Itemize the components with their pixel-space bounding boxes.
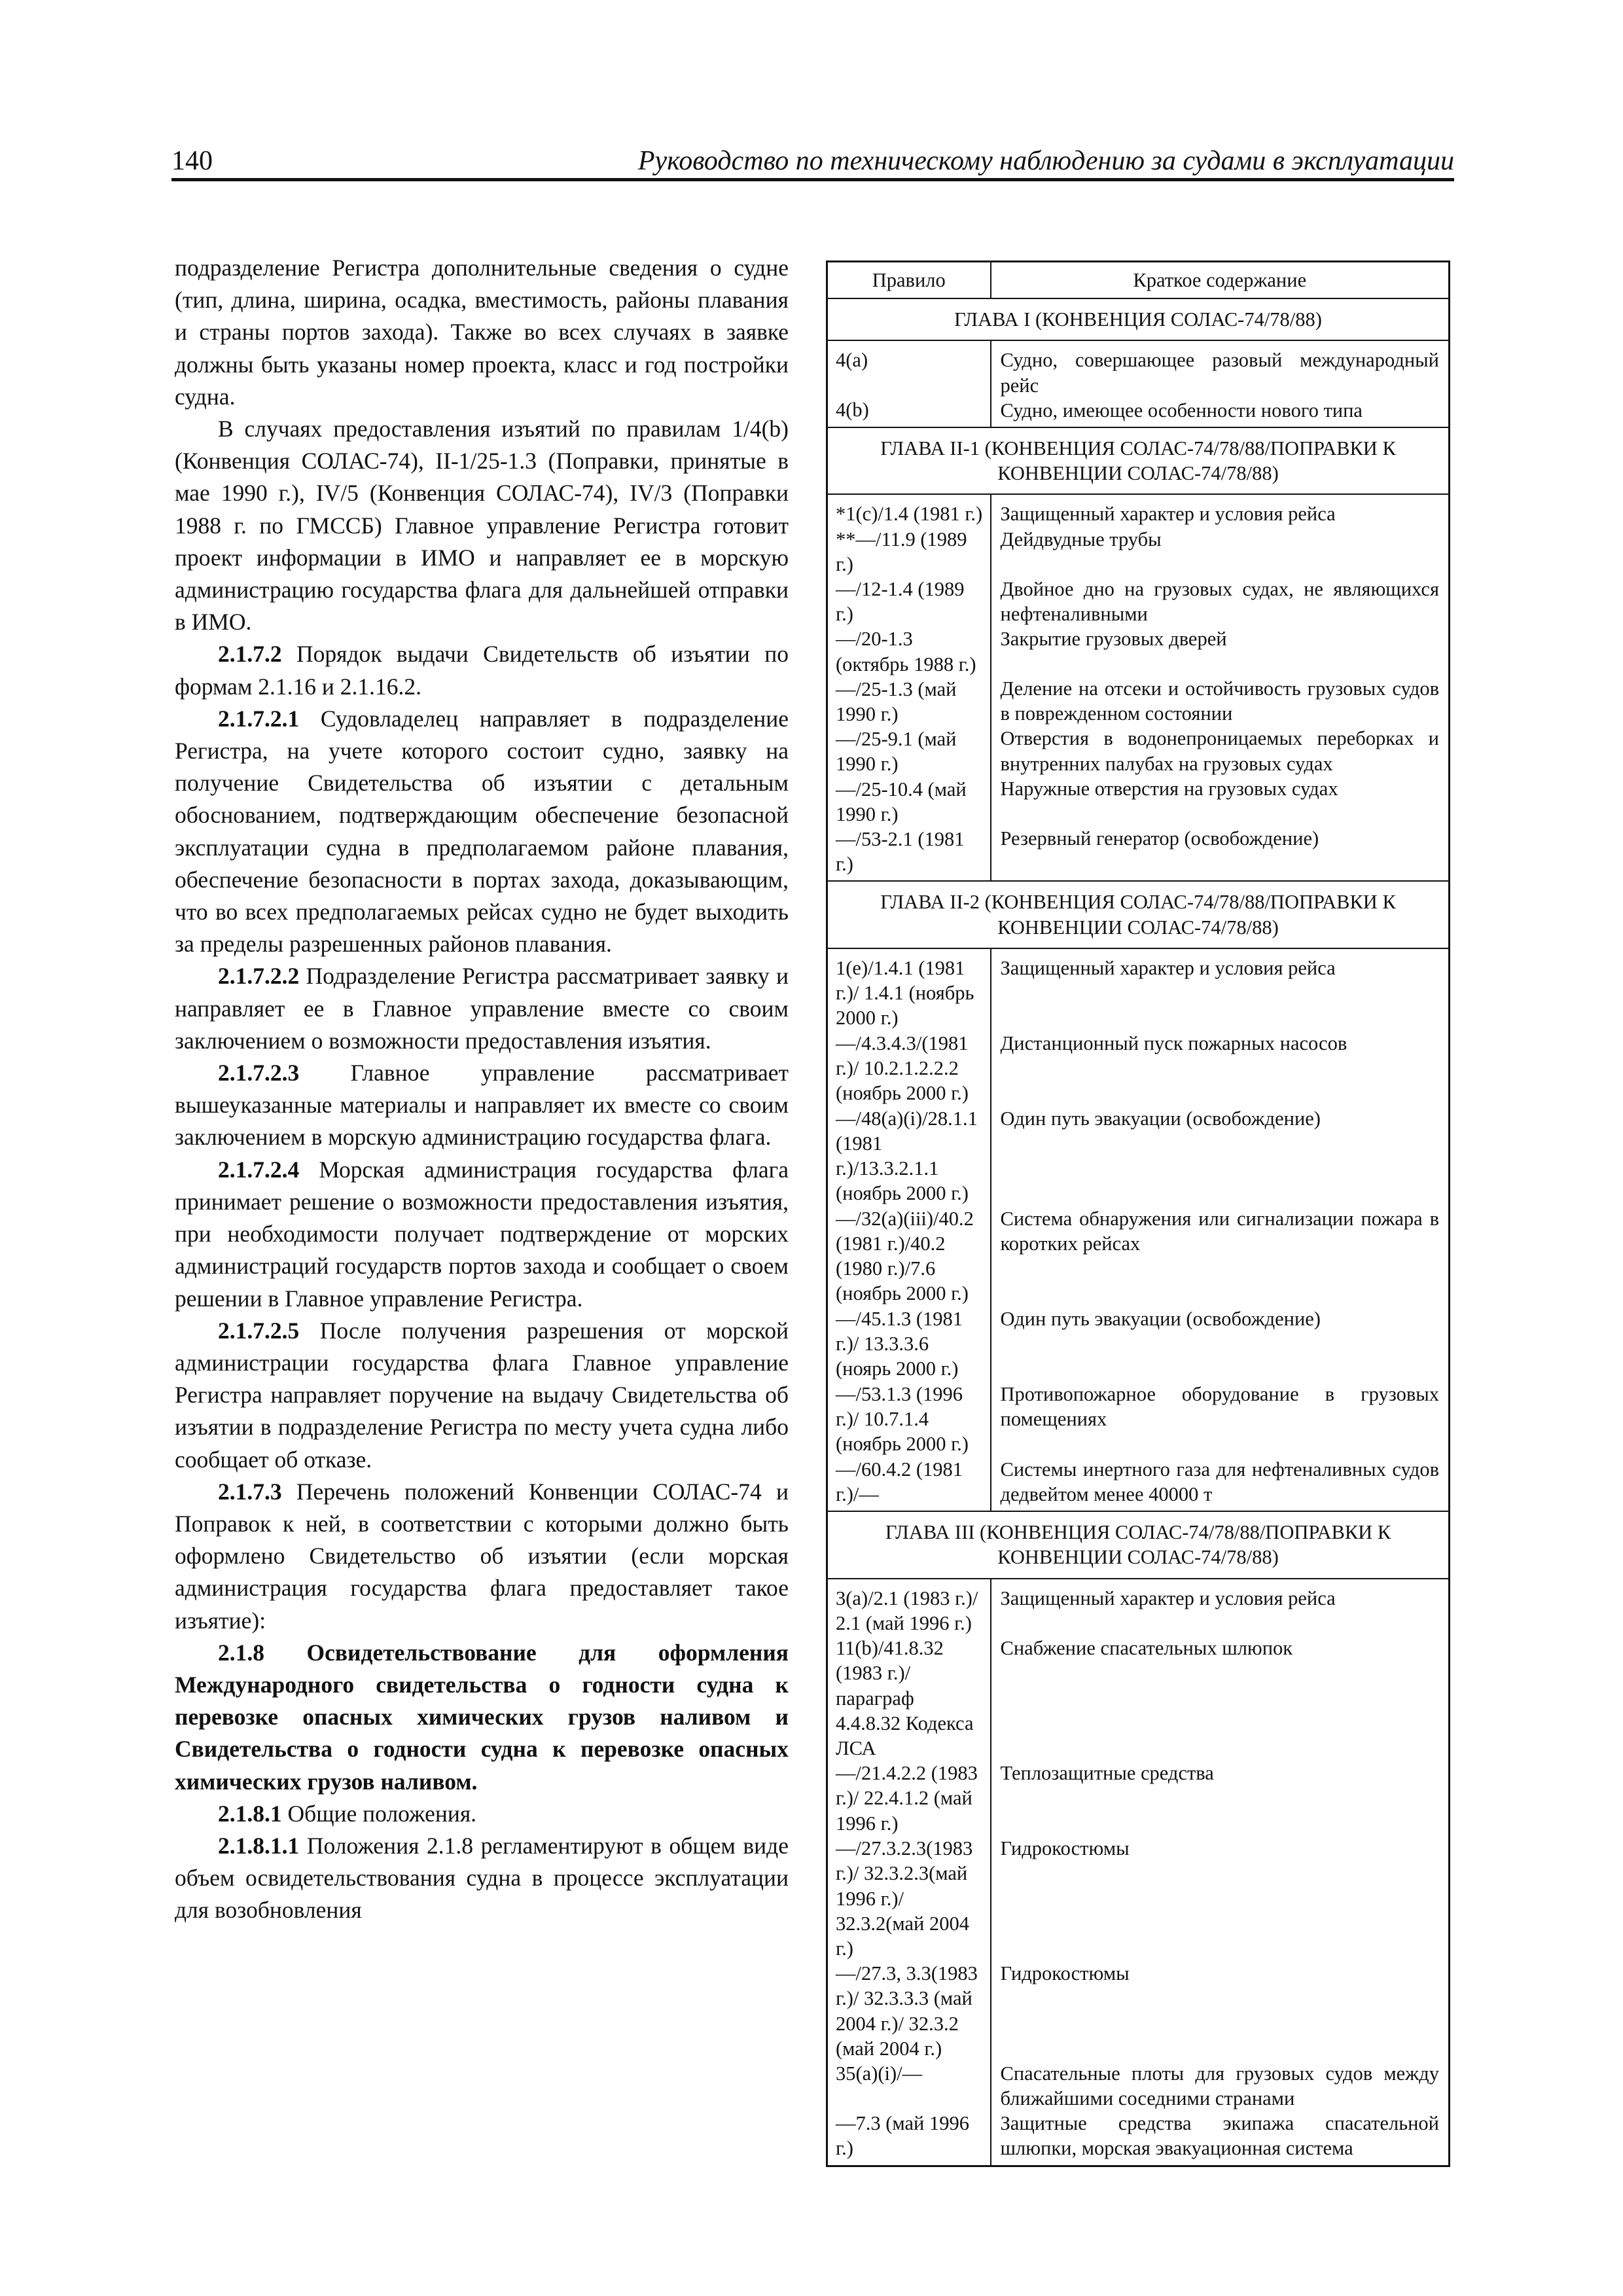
table-row bbox=[827, 1579, 1450, 2166]
chapter-row bbox=[827, 427, 1450, 494]
chapter-title: ГЛАВА II-1 (КОНВЕНЦИЯ СОЛАС-74/78/88/ПОПРАВКИ К КОНВЕНЦИИ СОЛАС-74/78/88) bbox=[827, 427, 1450, 494]
rules-table bbox=[826, 260, 1450, 2167]
chapter-row bbox=[827, 298, 1450, 340]
rule-reference: 4(b) bbox=[836, 399, 869, 422]
rule-reference: —/25-1.3 (май 1990 г.) bbox=[836, 677, 957, 726]
paragraph-text: Положения 2.1.8 регламентируют в общем виде объем освидетельствования судна в процессе эксплуатации для возобновления bbox=[175, 1832, 789, 1924]
section-number: 2.1.7.2.5 bbox=[218, 1317, 300, 1344]
rule-reference: —/25-9.1 (май 1990 г.) bbox=[836, 728, 957, 776]
rule-summary: Система обнаружения или сигнализации пожара в коротких рейсах bbox=[1000, 1207, 1439, 1255]
summary-column bbox=[991, 948, 1450, 1511]
rule-summary: Дистанционный пуск пожарных насосов bbox=[1000, 1031, 1347, 1054]
paragraph bbox=[175, 1830, 789, 1927]
chapter-row bbox=[827, 1511, 1450, 1578]
rule-summary: Наружные отверстия на грузовых судах bbox=[1000, 777, 1338, 800]
rule-summary: Двойное дно на грузовых судах, не являющихся нефтеналивными bbox=[1000, 577, 1439, 625]
section-number: 2.1.7.3 bbox=[218, 1478, 282, 1505]
column-header-rule: Правило bbox=[827, 262, 991, 299]
rule-summary: Теплозащитные средства bbox=[1000, 1761, 1214, 1784]
rule-reference: 11(b)/41.8.32 (1983 г.)/ параграф 4.4.8.32 Кодекса ЛСА bbox=[836, 1637, 974, 1759]
rule-reference: —/25-10.4 (май 1990 г.) bbox=[836, 778, 967, 825]
table-row bbox=[827, 340, 1450, 427]
chapter-row bbox=[827, 881, 1450, 948]
rule-reference: —7.3 (май 1996 г.) bbox=[836, 2112, 969, 2160]
rule-summary: Защищенный характер и условия рейса bbox=[1000, 1587, 1336, 1609]
table-header-row bbox=[827, 262, 1450, 299]
rule-summary: Защитные средства экипажа спасательной шлюпки, морская эвакуационная система bbox=[1000, 2112, 1439, 2160]
rule-reference: —/20-1.3 (октябрь 1988 г.) bbox=[836, 628, 976, 675]
rule-reference: —/27.3, 3.3(1983 г.)/ 32.3.3.3 (май 2004 г.)/ 32.3.2 (май 2004 г.) bbox=[836, 1962, 978, 2060]
section-number: 2.1.8.1.1 bbox=[218, 1832, 300, 1859]
chapter-title: ГЛАВА II-2 (КОНВЕНЦИЯ СОЛАС-74/78/88/ПОПРАВКИ К КОНВЕНЦИИ СОЛАС-74/78/88) bbox=[827, 881, 1450, 948]
rule-summary: Гидрокостюмы bbox=[1000, 1962, 1130, 1984]
rule-summary: Системы инертного газа для нефтеналивных судов дедвейтом менее 40000 т bbox=[1000, 1458, 1439, 1506]
paragraph bbox=[175, 703, 789, 961]
rule-reference: —/27.3.2.3(1983 г.)/ 32.3.2.3(май 1996 г.)/ 32.3.2(май 2004 г.) bbox=[836, 1837, 973, 1960]
paragraph bbox=[175, 638, 789, 702]
rule-summary: Защищенный характер и условия рейса bbox=[1000, 956, 1336, 979]
rule-column bbox=[827, 1579, 991, 2166]
section-number: 2.1.7.2.4 bbox=[218, 1156, 300, 1183]
rule-reference: —/4.3.4.3/(1981 г.)/ 10.2.1.2.2.2 (ноябрь 2000 г.) bbox=[836, 1031, 969, 1105]
rule-summary: Снабжение спасательных шлюпок bbox=[1000, 1636, 1293, 1659]
rule-reference: —/32(a)(iii)/40.2 (1981 г.)/40.2 (1980 г.)/7.6 (ноябрь 2000 г.) bbox=[836, 1207, 974, 1305]
rule-reference: —/53.1.3 (1996 г.)/ 10.7.1.4 (ноябрь 2000 г.) bbox=[836, 1382, 969, 1456]
paragraph-text: Общие положения. bbox=[287, 1800, 477, 1827]
column-header-summary: Краткое содержание bbox=[991, 262, 1450, 299]
paragraph bbox=[175, 1798, 789, 1830]
paragraph: подразделение Регистра дополнительные сведения о судне (тип, длина, ширина, осадка, вместимость, районы плавания и страны портов захода). Также во всех случаях в заявке должны быть указаны номер проекта, класс и год постройки судна. bbox=[175, 255, 789, 410]
paragraph bbox=[175, 960, 789, 1057]
paragraph-text: Порядок выдачи Свидетельств об изъятии по формам 2.1.16 и 2.1.16.2. bbox=[175, 641, 789, 700]
running-title: Руководство по техническому наблюдению за судами в эксплуатации bbox=[637, 146, 1454, 176]
rule-reference: *1(c)/1.4 (1981 г.) bbox=[836, 503, 983, 526]
rule-summary: Судно, совершающее разовый международный рейс bbox=[1000, 349, 1439, 397]
rule-reference: —/12-1.4 (1989 г.) bbox=[836, 578, 965, 626]
rule-reference: —/45.1.3 (1981 г.)/ 13.3.3.6 (ноярь 2000 г.) bbox=[836, 1307, 963, 1380]
rule-reference: —/60.4.2 (1981 г.)/— bbox=[836, 1458, 963, 1506]
page-number: 140 bbox=[171, 146, 213, 176]
paragraph bbox=[175, 1154, 789, 1315]
rule-summary: Судно, имеющее особенности нового типа bbox=[1000, 399, 1363, 422]
paragraph-text: Судовладелец направляет в подразделение Регистра, на учете которого состоит судно, заявку на получение Свидетельства об изъятии с детальным обоснованием, подтверждающим обеспечение безопасной эксплуатации судна в предполагаемом районе плавания, обеспечение безопасности в портах захода, доказывающим, что во всех предполагаемых рейсах судно не будет выходить за пределы разрешенных районов плавания. bbox=[175, 705, 789, 958]
section-number: 2.1.7.2 bbox=[218, 641, 282, 668]
paragraph-text: Подразделение Регистра рассматривает заявку и направляет ее в Главное управление вместе со своим заключением о возможности предоставления изъятия. bbox=[175, 963, 789, 1054]
rule-summary: Защищенный характер и условия рейса bbox=[1000, 503, 1336, 526]
summary-column bbox=[991, 1579, 1450, 2166]
rule-summary: Отверстия в водонепроницаемых переборках и внутренних палубах на грузовых судах bbox=[1000, 727, 1439, 775]
rule-reference: **—/11.9 (1989 г.) bbox=[836, 528, 967, 575]
rule-summary: Дейдвудные трубы bbox=[1000, 528, 1162, 550]
body-text bbox=[175, 252, 789, 1927]
rule-reference: 4(a) bbox=[836, 349, 868, 372]
section-number: 2.1.8.1 bbox=[218, 1800, 282, 1827]
paragraph-text: После получения разрешения от морской администрации государства флага Главное управление Регистра направляет поручение на выдачу Свидетельства об изъятии в подразделение Регистра по месту учета судна либо сообщает об отказе. bbox=[175, 1317, 789, 1473]
section-number: 2.1.7.2.3 bbox=[218, 1060, 300, 1086]
rule-summary: Закрытие грузовых дверей bbox=[1000, 628, 1227, 651]
section-heading: 2.1.8 Освидетельствование для оформления Международного свидетельства о годности судна к перевозке опасных химических грузов наливом и Свидетельства о годности судна к перевозке опасных химических грузов наливом. bbox=[175, 1639, 789, 1795]
rule-column bbox=[827, 340, 991, 427]
section-number: 2.1.7.2.2 bbox=[218, 963, 300, 990]
rule-reference: —/53-2.1 (1981 г.) bbox=[836, 828, 965, 876]
rule-reference: —/21.4.2.2 (1983 г.)/ 22.4.1.2 (май 1996 г.) bbox=[836, 1762, 978, 1835]
rule-reference: 35(a)(i)/— bbox=[836, 2062, 923, 2085]
paragraph bbox=[175, 1315, 789, 1476]
rule-summary: Деление на отсеки и остойчивость грузовых судов в поврежденном состоянии bbox=[1000, 677, 1439, 725]
rule-summary: Один путь эвакуации (освобождение) bbox=[1000, 1107, 1321, 1130]
paragraph-text: Перечень положений Конвенции СОЛАС-74 и Поправок к ней, в соответствии с которыми должно быть оформлено Свидетельство об изъятии (если морская администрация государства флага предоставляет такое изъятие): bbox=[175, 1478, 789, 1634]
chapter-title: ГЛАВА I (КОНВЕНЦИЯ СОЛАС-74/78/88) bbox=[827, 298, 1450, 340]
summary-column bbox=[991, 494, 1450, 881]
rule-summary: Противопожарное оборудование в грузовых помещениях bbox=[1000, 1382, 1439, 1431]
rule-reference: —/48(a)(i)/28.1.1 (1981 г.)/13.3.2.1.1 (ноябрь 2000 г.) bbox=[836, 1107, 978, 1205]
paragraph-text: Главное управление рассматривает вышеуказанные материалы и направляет их вместе со своим заключением в морскую администрацию государства флага. bbox=[175, 1060, 789, 1151]
rule-summary: Гидрокостюмы bbox=[1000, 1837, 1130, 1859]
section-number: 2.1.7.2.1 bbox=[218, 705, 300, 732]
header-rule bbox=[171, 178, 1454, 181]
rule-reference: 1(e)/1.4.1 (1981 г.)/ 1.4.1 (ноябрь 2000 г.) bbox=[836, 956, 974, 1030]
table-row bbox=[827, 494, 1450, 881]
table-row bbox=[827, 948, 1450, 1511]
rule-column bbox=[827, 494, 991, 881]
chapter-title: ГЛАВА III (КОНВЕНЦИЯ СОЛАС-74/78/88/ПОПРАВКИ К КОНВЕНЦИИ СОЛАС-74/78/88) bbox=[827, 1511, 1450, 1578]
rule-column bbox=[827, 948, 991, 1511]
paragraph bbox=[175, 1476, 789, 1637]
paragraph: В случаях предоставления изъятий по правилам 1/4(b) (Конвенция СОЛАС-74), II-1/25-1.3 (Поправки, принятые в мае 1990 г.), IV/5 (Конвенция СОЛАС-74), IV/3 (Поправки 1988 г. по ГМССБ) Главное управление Регистра готовит проект информации в ИМО и направляет ее в морскую администрацию государства флага для дальнейшей отправки в ИМО. bbox=[175, 416, 789, 636]
summary-column bbox=[991, 340, 1450, 427]
rules-table-body bbox=[827, 298, 1450, 2166]
rule-summary: Один путь эвакуации (освобождение) bbox=[1000, 1307, 1321, 1330]
rule-reference: 3(a)/2.1 (1983 г.)/ 2.1 (май 1996 г.) bbox=[836, 1587, 978, 1634]
paragraph-text: Морская администрация государства флага принимает решение о возможности предоставления изъятия, при необходимости получает подтверждение от морских администраций государств портов захода и сообщает о своем решении в Главное управление Регистра. bbox=[175, 1156, 789, 1312]
rule-summary: Спасательные плоты для грузовых судов между ближайшими соседними странами bbox=[1000, 2062, 1439, 2109]
paragraph bbox=[175, 1057, 789, 1154]
rule-summary: Резервный генератор (освобождение) bbox=[1000, 827, 1319, 850]
